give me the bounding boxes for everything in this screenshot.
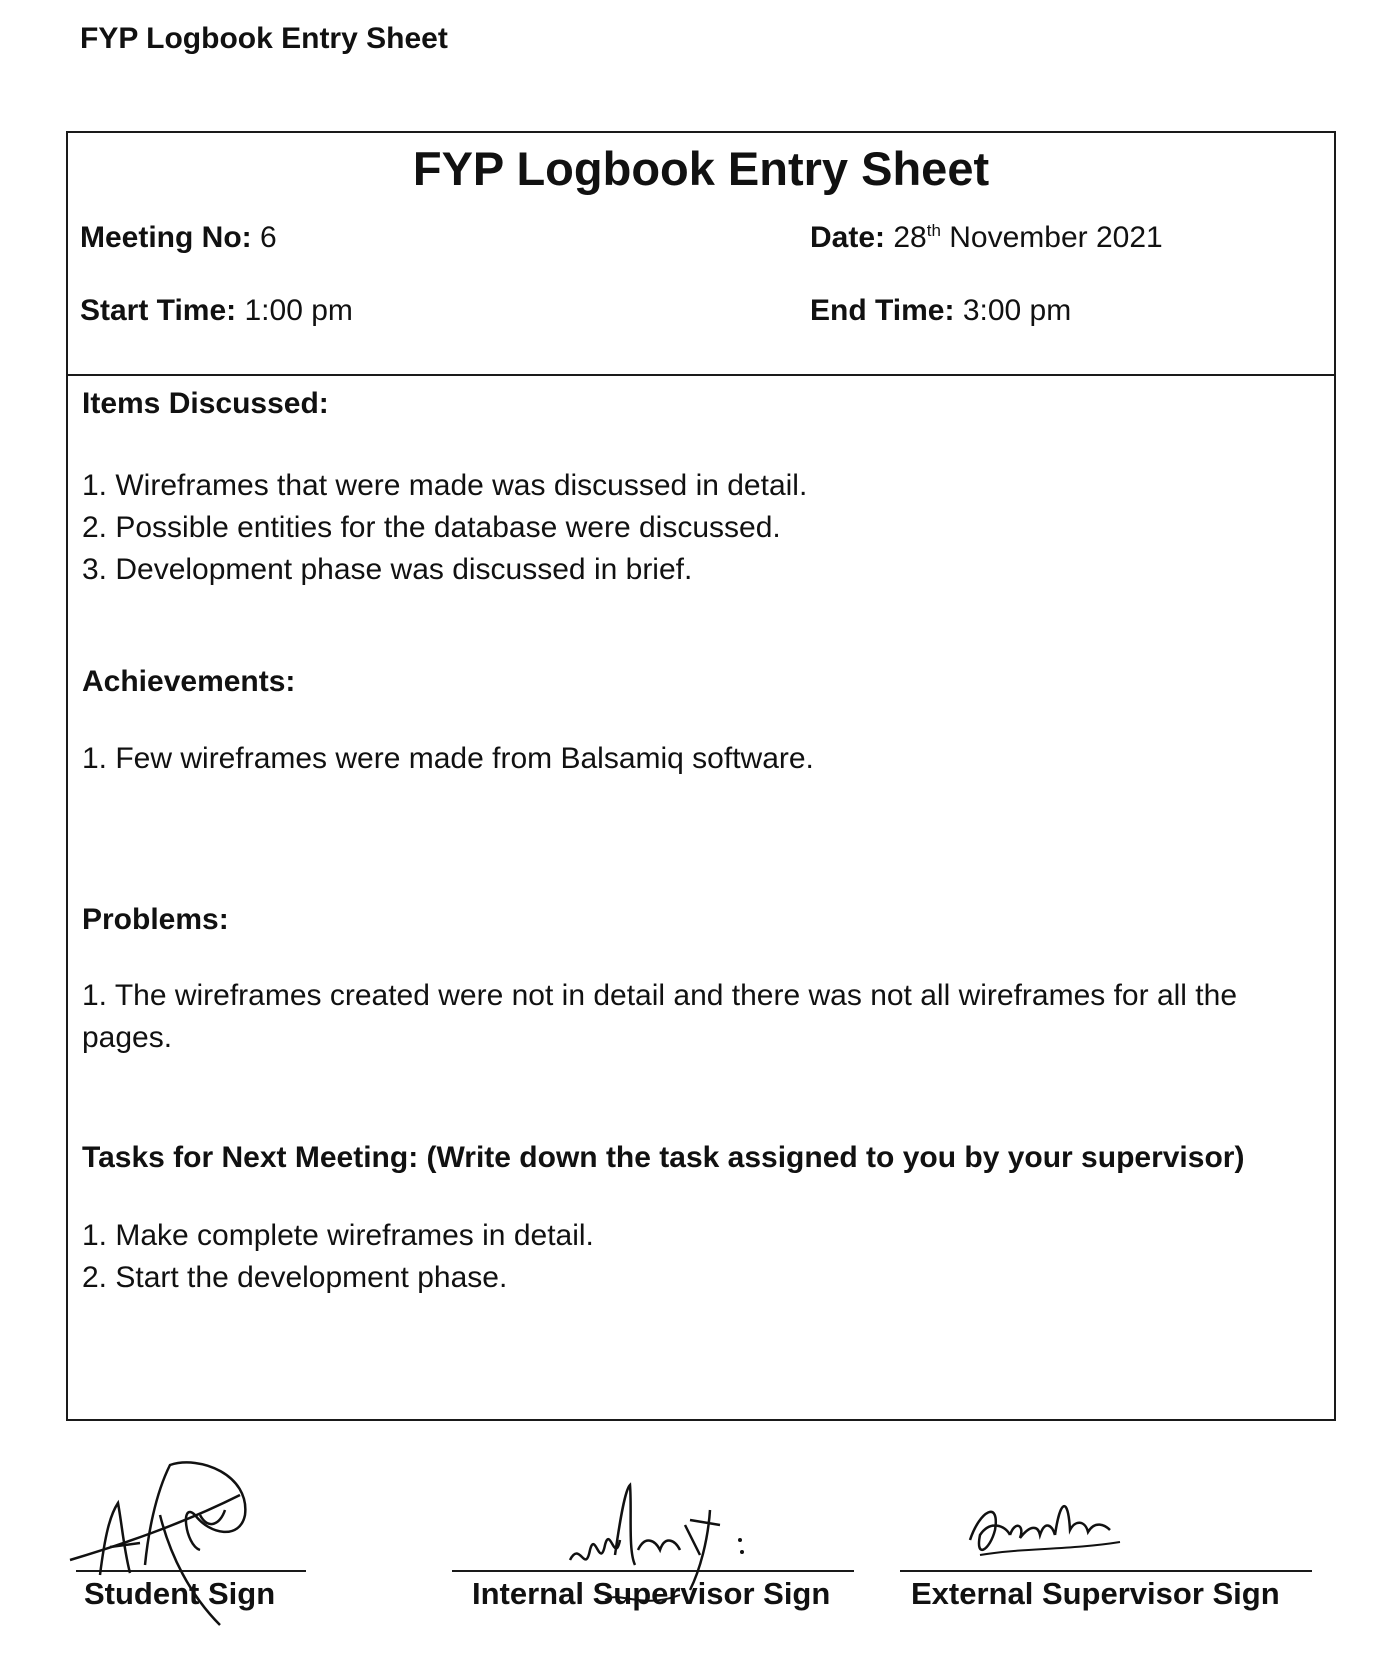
problems-list	[82, 975, 1312, 1059]
sheet-title: FYP Logbook Entry Sheet	[412, 142, 990, 195]
list-item: 2. Possible entities for the database were discussed.	[82, 511, 781, 544]
achievements-heading: Achievements:	[82, 665, 296, 698]
start-time-value: 1:00 pm	[244, 294, 353, 327]
page-header: FYP Logbook Entry Sheet	[80, 22, 448, 55]
problems-heading: Problems:	[82, 903, 229, 936]
internal-supervisor-signature-icon	[560, 1480, 760, 1620]
meeting-date	[810, 221, 1163, 255]
student-signature-icon	[60, 1455, 280, 1635]
tasks-heading: Tasks for Next Meeting: (Write down the task assigned to you by your supervisor)	[82, 1141, 1245, 1174]
date-day: 28	[893, 221, 927, 254]
list-item: 1. Few wireframes were made from Balsamiq software.	[82, 742, 814, 775]
end-time-label: End Time:	[810, 294, 955, 327]
meeting-no-label: Meeting No:	[80, 221, 252, 254]
date-suffix: th	[926, 221, 941, 240]
meeting-no-value: 6	[260, 221, 277, 254]
external-supervisor-signature-icon	[960, 1480, 1130, 1570]
external-sign-label: External Supervisor Sign	[911, 1576, 1280, 1611]
date-label: Date:	[810, 221, 886, 254]
achievements-list	[82, 738, 814, 780]
list-item: 1. The wireframes created were not in detail and there was not all wireframes for all the pages.	[82, 979, 1237, 1054]
list-item: 2. Start the development phase.	[82, 1261, 508, 1294]
external-sign-line	[900, 1570, 1312, 1572]
items-discussed-list	[82, 465, 807, 591]
start-time	[80, 294, 353, 328]
list-item: 1. Make complete wireframes in detail.	[82, 1219, 594, 1252]
tasks-list	[82, 1215, 594, 1299]
student-sign-label: Student Sign	[84, 1576, 276, 1611]
header-divider	[68, 374, 1334, 376]
list-item: 3. Development phase was discussed in brief.	[82, 553, 693, 586]
start-time-label: Start Time:	[80, 294, 237, 327]
meeting-no	[80, 221, 277, 255]
logbook-sheet	[66, 131, 1336, 1421]
date-rest: November 2021	[949, 221, 1163, 254]
end-time-value: 3:00 pm	[962, 294, 1072, 327]
list-item: 1. Wireframes that were made was discussed in detail.	[82, 469, 808, 502]
internal-sign-label: Internal Supervisor Sign	[472, 1576, 831, 1611]
items-discussed-heading: Items Discussed:	[82, 387, 329, 420]
end-time	[810, 294, 1071, 328]
